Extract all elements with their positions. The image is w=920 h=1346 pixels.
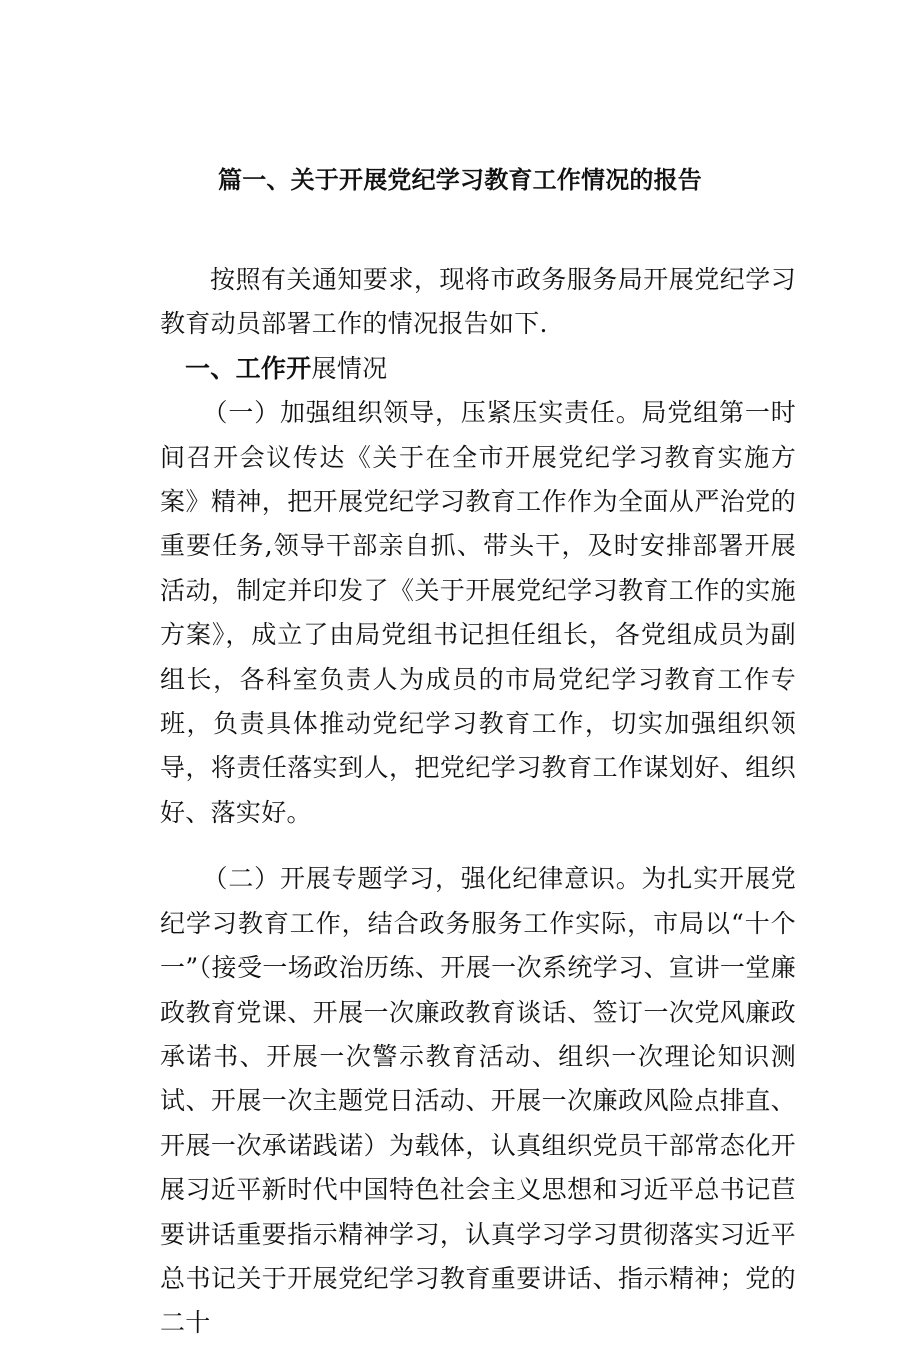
section-heading-bold: 一、工作开 bbox=[185, 353, 312, 383]
paragraph-organization-leadership: （一）加强组织领导，压紧压实责任。局党组第一时间召开会议传达《关于在全市开展党纪学习教育实施方案》精神，把开展党纪学习教育工作作为全面从严治党的重要任务,领导干部亲自抓、带头干，及时安排部署开展活动，制定并印发了《关于开展党纪学习教育工作的实施方案》，成立了由局党组书记担任组长，各党组成员为副组长，各科室负责人为成员的市局党纪学习教育工作专班，负责具体推动党纪学习教育工作，切实加强组织领导，将责任落实到人，把党纪学习教育工作谋划好、组织好、落实好。 bbox=[160, 398, 796, 827]
section-heading bbox=[160, 347, 796, 391]
section-heading-rest: 展情况 bbox=[311, 353, 388, 383]
intro-paragraph: 按照有关通知要求，现将市政务服务局开展党纪学习教育动员部署工作的情况报告如下. bbox=[160, 265, 796, 339]
document-body bbox=[160, 258, 796, 1346]
paragraph-special-study: （二）开展专题学习，强化纪律意识。为扎实开展党纪学习教育工作，结合政务服务工作实际，市局以“十个一”（接受一场政治历练、开展一次系统学习、宣讲一堂廉政教育党课、开展一次廉政教育谈话、签订一次党风廉政承诺书、开展一次警示教育活动、组织一次理论知识测试、开展一次主题党日活动、开展一次廉政风险点排直、开展一次承诺践诺）为载体，认真组织党员干部常态化开展习近平新时代中国特色社会主义思想和习近平总书记苣要讲话重要指示精神学习，认真学习学习贯彻落实习近平总书记关于开展党纪学习教育重要讲话、指示精神；党的二十 bbox=[160, 864, 796, 1338]
paragraph-gap bbox=[160, 835, 796, 857]
document-title: 篇一、关于开展党纪学习教育工作情况的报告 bbox=[218, 166, 702, 194]
